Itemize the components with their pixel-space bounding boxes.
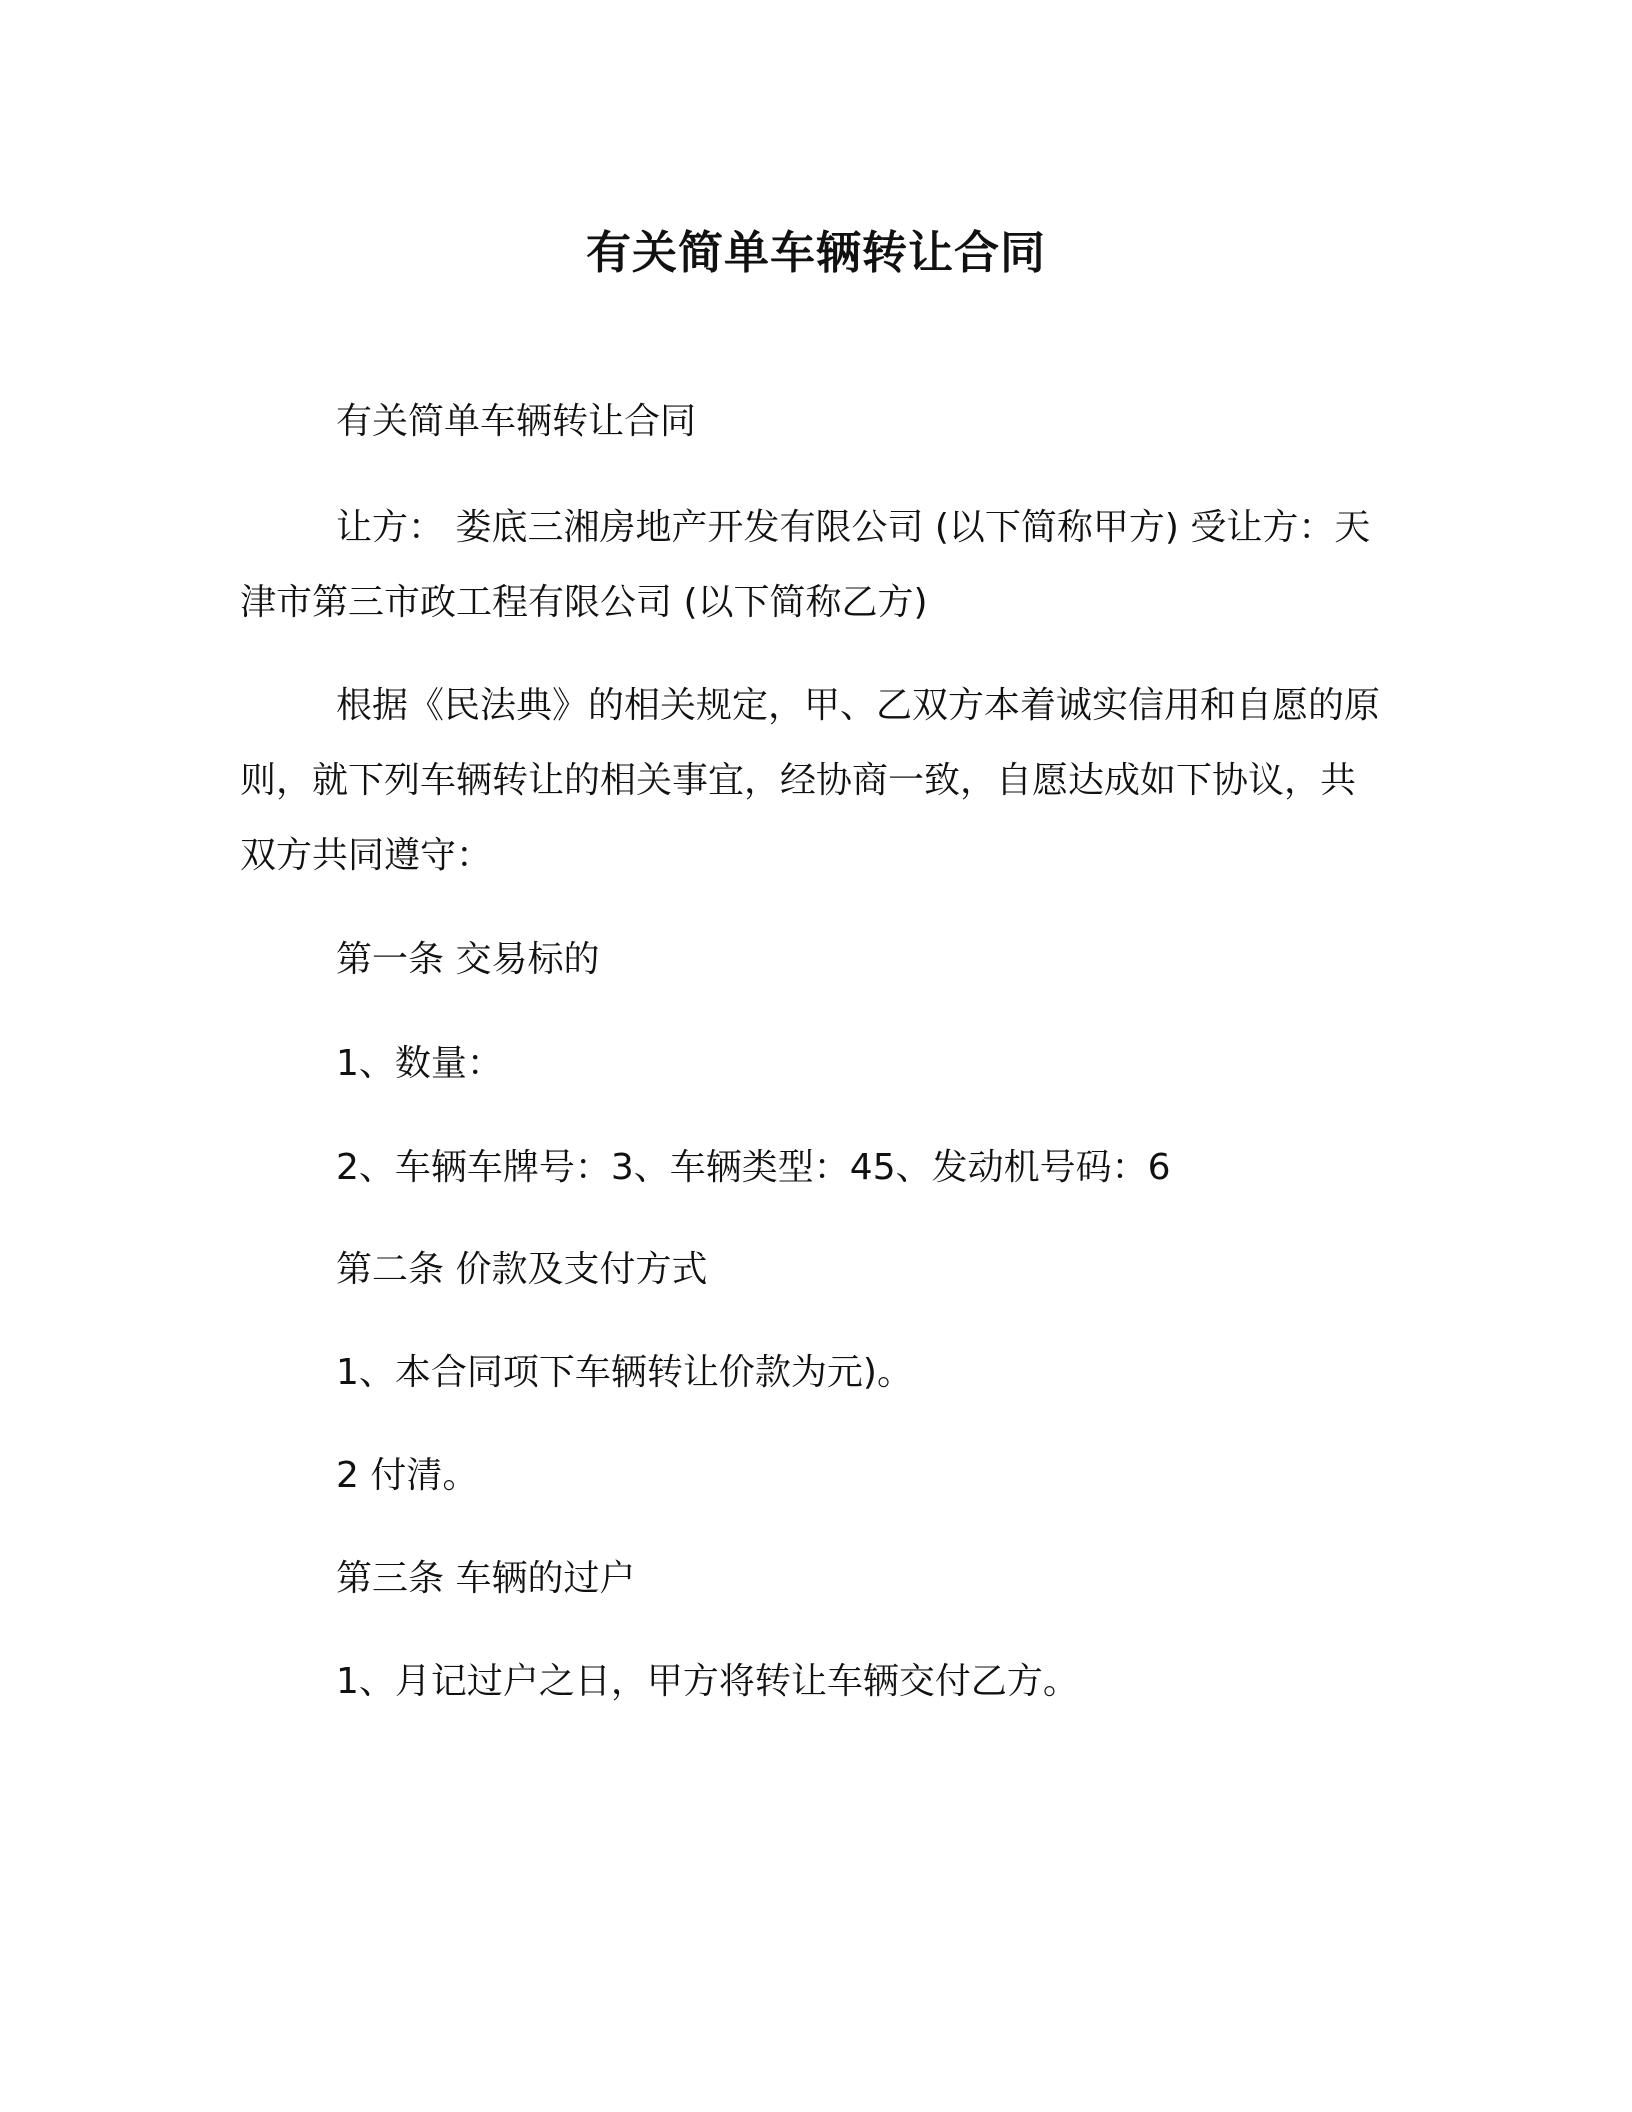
article-3-item-1: 1、月记过户之日，甲方将转让车辆交付乙方。 <box>336 1661 1079 1702</box>
article-2-heading: 第二条 价款及支付方式 <box>336 1249 708 1290</box>
document-title: 有关简单车辆转让合同 <box>585 226 1046 279</box>
article-1-item-1: 1、数量： <box>336 1043 503 1084</box>
article-3-heading: 第三条 车辆的过户 <box>336 1558 636 1599</box>
preamble-paragraph: 根据《民法典》的相关规定，甲、乙双方本着诚实信用和自愿的原则，就下列车辆转让的相关事宜，经协商一致，自愿达成如下协议，共双方共同遵守： <box>240 685 1381 876</box>
article-1-heading: 第一条 交易标的 <box>336 939 600 980</box>
parties-paragraph: 让方： 娄底三湘房地产开发有限公司 (以下简称甲方) 受让方：天津市第三市政工程有限公司 (以下简称乙方) <box>240 507 1371 623</box>
article-1-item-2: 2、车辆车牌号：3、车辆类型：45、发动机号码：6 <box>336 1147 1171 1188</box>
document-subtitle: 有关简单车辆转让合同 <box>336 401 697 442</box>
article-2-item-2: 2 付清。 <box>336 1455 479 1496</box>
article-2-item-1: 1、本合同项下车辆转让价款为元)。 <box>336 1352 913 1393</box>
